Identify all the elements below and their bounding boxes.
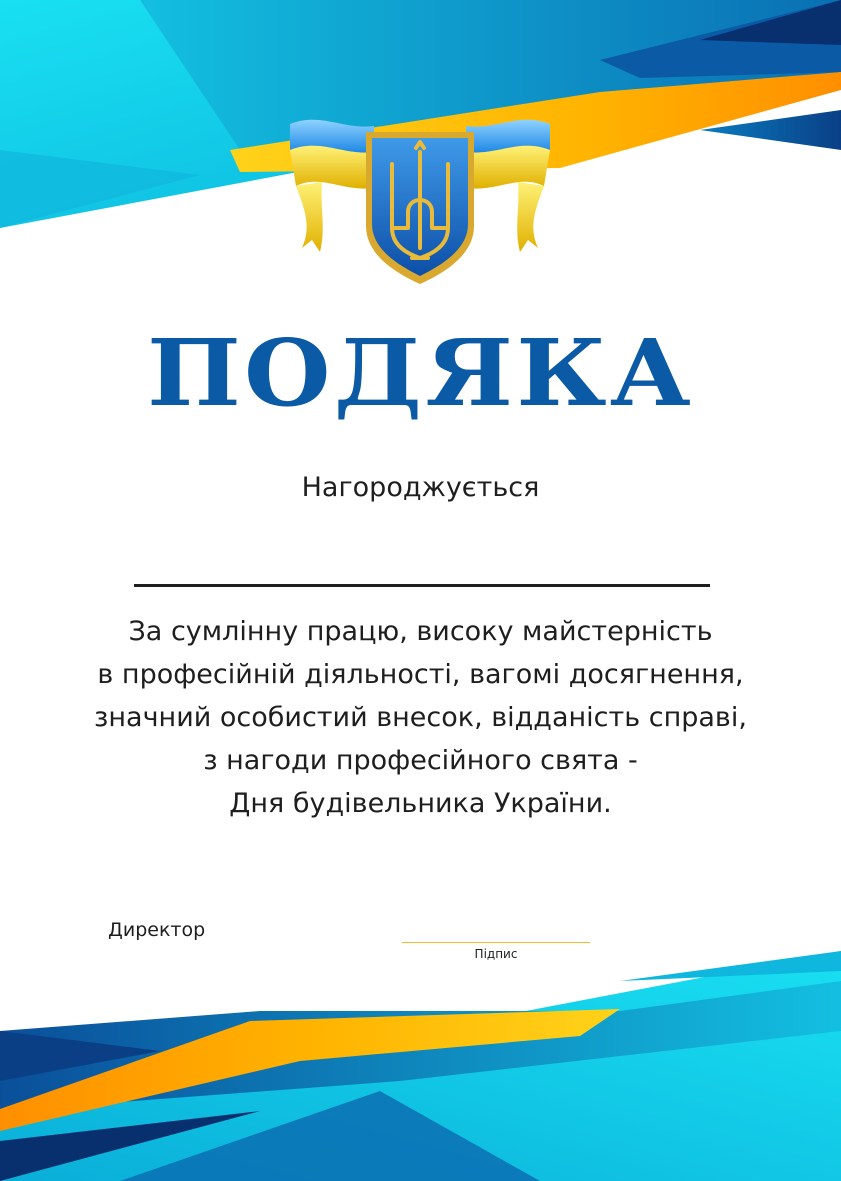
certificate-title: ПОДЯКА <box>146 319 695 427</box>
body-line: значний особистий внесок, відданість справі, <box>94 702 747 733</box>
certificate-body <box>40 610 801 825</box>
ukraine-coat-of-arms-icon <box>282 108 558 288</box>
body-line: Дня будівельника України. <box>229 788 612 819</box>
recipient-name-line <box>134 584 710 587</box>
awarded-label: Нагороджується <box>301 472 540 503</box>
signature-label: Підпис <box>474 947 518 961</box>
body-line: з нагоди професійного свята - <box>203 745 638 776</box>
bottom-decoration <box>0 941 841 1181</box>
director-label: Директор <box>108 919 206 941</box>
body-line: в професійній діяльності, вагомі досягнення, <box>97 659 744 690</box>
body-line: За сумлінну працю, високу майстерність <box>128 616 713 647</box>
